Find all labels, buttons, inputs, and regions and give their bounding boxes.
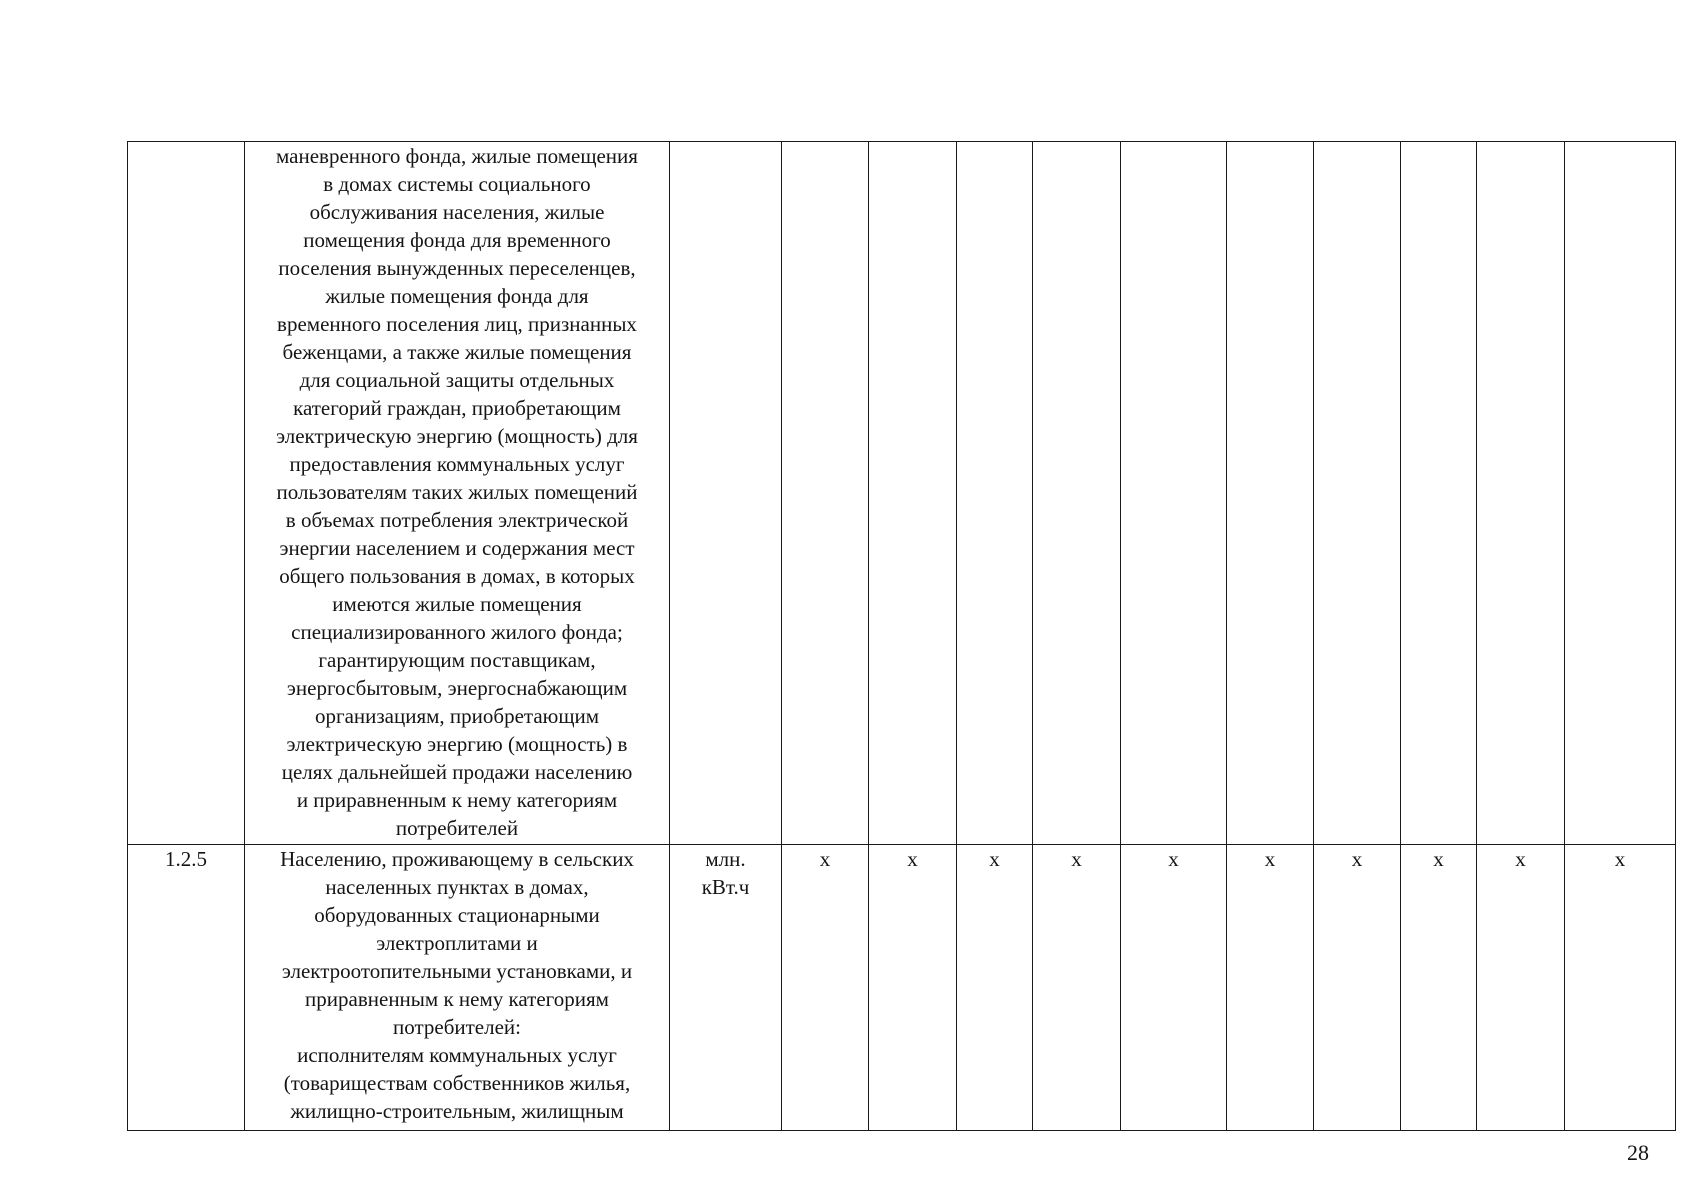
value-cell	[1401, 142, 1477, 845]
description-line: электроотопительными установками, и	[281, 959, 633, 983]
description-line: приравненным к нему категориям	[305, 987, 609, 1011]
description-line: потребителей	[395, 816, 519, 840]
value-cell	[782, 142, 869, 845]
unit-line: кВт.ч	[701, 875, 750, 899]
value-cell: х	[1314, 845, 1401, 1131]
table-row	[128, 845, 1676, 1131]
description-line: населенных пунктах в домах,	[325, 875, 589, 899]
unit-line: млн.	[705, 847, 746, 871]
row-number-cell	[128, 142, 245, 845]
description-line: электроплитами и	[376, 931, 538, 955]
value-cell: х	[1477, 845, 1565, 1131]
value-cell: х	[869, 845, 957, 1131]
description-line: электрическую энергию (мощность) в	[286, 732, 628, 756]
unit-cell	[670, 845, 782, 1131]
description-line: категорий граждан, приобретающим	[293, 396, 621, 420]
description-line: (товариществам собственников жилья,	[283, 1071, 631, 1095]
description-line: предоставления коммунальных услуг	[289, 452, 625, 476]
description-line: в объемах потребления электрической	[285, 508, 629, 532]
value-cell	[957, 142, 1033, 845]
description-line: помещения фонда для временного	[303, 228, 611, 252]
description-line: общего пользования в домах, в которых	[279, 564, 635, 588]
description-line: специализированного жилого фонда;	[291, 620, 623, 644]
description-line: электрическую энергию (мощность) для	[276, 424, 638, 448]
page-number: 28	[1627, 1140, 1649, 1165]
description-line: организациям, приобретающим	[314, 704, 600, 728]
value-cell	[1565, 142, 1676, 845]
value-cell: х	[782, 845, 869, 1131]
description-cell	[245, 845, 670, 1131]
value-cell: х	[1565, 845, 1676, 1131]
description-line: жилые помещения фонда для	[325, 284, 589, 308]
description-line: в домах системы социального	[323, 172, 591, 196]
description-line: временного поселения лиц, признанных	[277, 312, 637, 336]
description-line: целях дальнейшей продажи населению	[281, 760, 633, 784]
description-line: потребителей:	[392, 1015, 521, 1039]
value-cell	[1477, 142, 1565, 845]
description-line: обслуживания населения, жилые	[309, 200, 605, 224]
description-line: жилищно-строительным, жилищным	[290, 1099, 624, 1123]
description-line: и приравненным к нему категориям	[296, 788, 618, 812]
description-line: беженцами, а также жилые помещения	[282, 340, 632, 364]
table-row	[128, 142, 1676, 845]
value-cell: х	[957, 845, 1033, 1131]
value-cell	[1121, 142, 1227, 845]
description-line: энергосбытовым, энергоснабжающим	[286, 676, 628, 700]
value-cell	[1227, 142, 1314, 845]
row-number-cell: 1.2.5	[128, 845, 245, 1131]
unit-cell	[670, 142, 782, 845]
description-line: пользователям таких жилых помещений	[276, 480, 638, 504]
description-line: маневренного фонда, жилые помещения	[276, 144, 638, 168]
value-cell: х	[1227, 845, 1314, 1131]
value-cell	[1314, 142, 1401, 845]
description-line: гарантирующим поставщикам,	[318, 648, 596, 672]
value-cell: х	[1121, 845, 1227, 1131]
description-line: для социальной защиты отдельных	[299, 368, 615, 392]
tariff-table	[127, 141, 1676, 1131]
value-cell	[869, 142, 957, 845]
value-cell: х	[1401, 845, 1477, 1131]
description-cell	[245, 142, 670, 845]
value-cell: х	[1033, 845, 1121, 1131]
description-line: имеются жилые помещения	[332, 592, 582, 616]
description-line: исполнителям коммунальных услуг	[297, 1043, 617, 1067]
description-line: энергии населением и содержания мест	[279, 536, 635, 560]
value-cell	[1033, 142, 1121, 845]
description-line: поселения вынужденных переселенцев,	[278, 256, 636, 280]
description-line: оборудованных стационарными	[314, 903, 600, 927]
description-line: Населению, проживающему в сельских	[280, 847, 634, 871]
